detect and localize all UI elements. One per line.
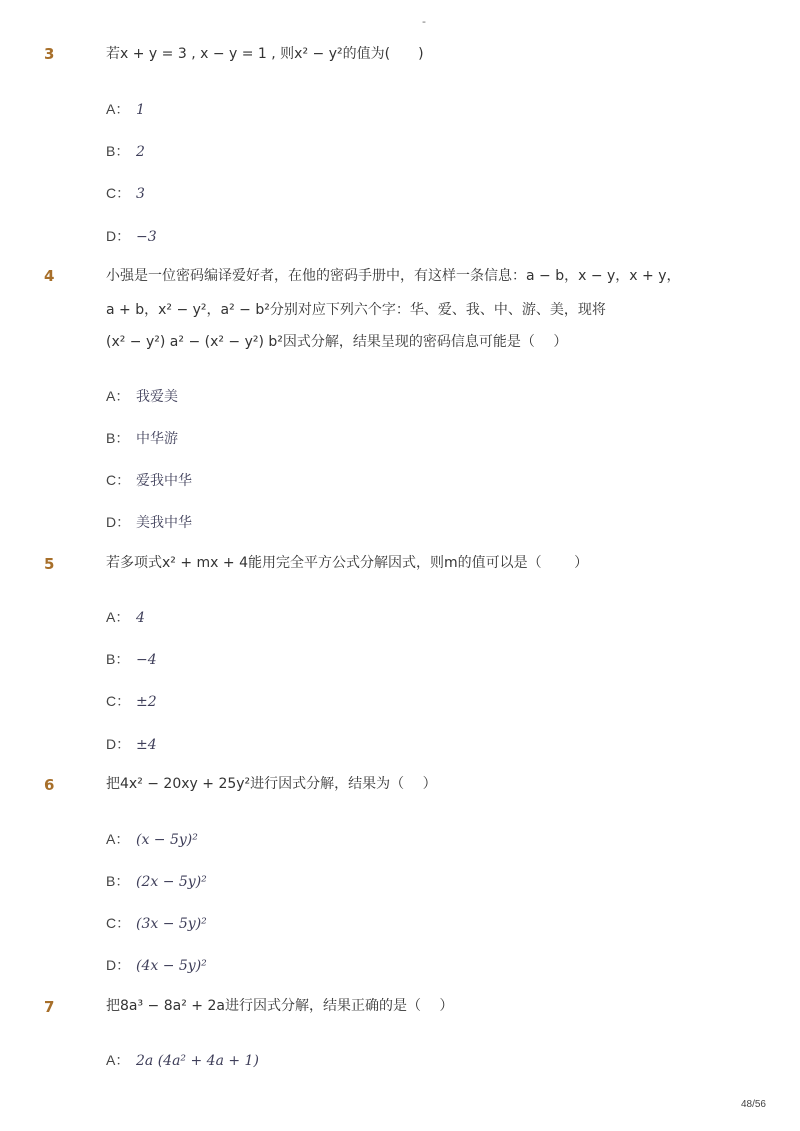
question-number: 3 — [44, 45, 55, 63]
option-c[interactable] — [106, 183, 145, 203]
question-text: 把8a³ − 8a² + 2a进行因式分解，结果正确的是（ ） — [106, 998, 454, 1014]
option-d[interactable] — [106, 955, 207, 975]
question-number: 5 — [44, 555, 55, 573]
question-text-line: a + b，x² − y²，a² − b²分别对应下列六个字：华、爱、我、中、游、美，现将 — [106, 302, 606, 318]
option-c[interactable] — [106, 691, 157, 711]
option-value: 美我中华 — [136, 515, 192, 531]
option-letter: B： — [106, 873, 130, 889]
option-value: (4x − 5y)² — [136, 958, 207, 974]
option-value: 中华游 — [136, 431, 178, 447]
option-letter: A： — [106, 1052, 130, 1068]
option-value: 4 — [136, 610, 145, 626]
option-a[interactable] — [106, 386, 178, 406]
option-value: 爱我中华 — [136, 473, 192, 489]
option-b[interactable] — [106, 141, 145, 161]
question-number: 7 — [44, 998, 55, 1016]
option-value: ±2 — [136, 694, 157, 710]
option-d[interactable] — [106, 226, 157, 246]
option-a[interactable] — [106, 829, 198, 849]
option-value: −4 — [136, 652, 157, 668]
option-c[interactable] — [106, 470, 192, 490]
option-value: (2x − 5y)² — [136, 874, 207, 890]
question-text: 若x + y = 3 , x − y = 1 , 则x² − y²的值为( ) — [106, 46, 424, 62]
option-letter: A： — [106, 831, 130, 847]
question-number: 4 — [44, 267, 55, 285]
option-c[interactable] — [106, 913, 207, 933]
option-value: (3x − 5y)² — [136, 916, 207, 932]
option-letter: A： — [106, 101, 130, 117]
option-letter: C： — [106, 472, 131, 488]
question-text-line: 小强是一位密码编译爱好者，在他的密码手册中，有这样一条信息：a − b，x − y，x + y， — [106, 268, 681, 284]
option-value: 2 — [136, 144, 145, 160]
question-text: 若多项式x² + mx + 4能用完全平方公式分解因式，则m的值可以是（ ） — [106, 555, 589, 571]
option-b[interactable] — [106, 871, 207, 891]
option-letter: A： — [106, 388, 130, 404]
option-a[interactable] — [106, 99, 145, 119]
option-a[interactable] — [106, 1050, 259, 1070]
option-value: 3 — [136, 186, 145, 202]
option-letter: B： — [106, 430, 130, 446]
header-mark: - — [422, 15, 426, 28]
option-letter: C： — [106, 693, 131, 709]
option-letter: B： — [106, 651, 130, 667]
option-letter: C： — [106, 185, 131, 201]
option-a[interactable] — [106, 607, 145, 627]
option-letter: A： — [106, 609, 130, 625]
option-value: (x − 5y)² — [136, 832, 198, 848]
option-value: 2a (4a² + 4a + 1) — [136, 1053, 259, 1069]
option-d[interactable] — [106, 734, 157, 754]
option-b[interactable] — [106, 649, 157, 669]
question-text: 把4x² − 20xy + 25y²进行因式分解，结果为（ ） — [106, 776, 437, 792]
option-b[interactable] — [106, 428, 178, 448]
option-letter: D： — [106, 957, 131, 973]
page-number: 48/56 — [740, 1099, 766, 1110]
option-value: ±4 — [136, 737, 157, 753]
option-letter: D： — [106, 514, 131, 530]
question-text-line: (x² − y²) a² − (x² − y²) b²因式分解，结果呈现的密码信息可能是（ ） — [106, 334, 568, 350]
option-letter: B： — [106, 143, 130, 159]
option-letter: D： — [106, 736, 131, 752]
option-letter: C： — [106, 915, 131, 931]
option-value: 我爱美 — [136, 389, 178, 405]
question-number: 6 — [44, 776, 55, 794]
option-value: 1 — [136, 102, 145, 118]
option-letter: D： — [106, 228, 131, 244]
option-value: −3 — [136, 229, 157, 245]
option-d[interactable] — [106, 512, 192, 532]
